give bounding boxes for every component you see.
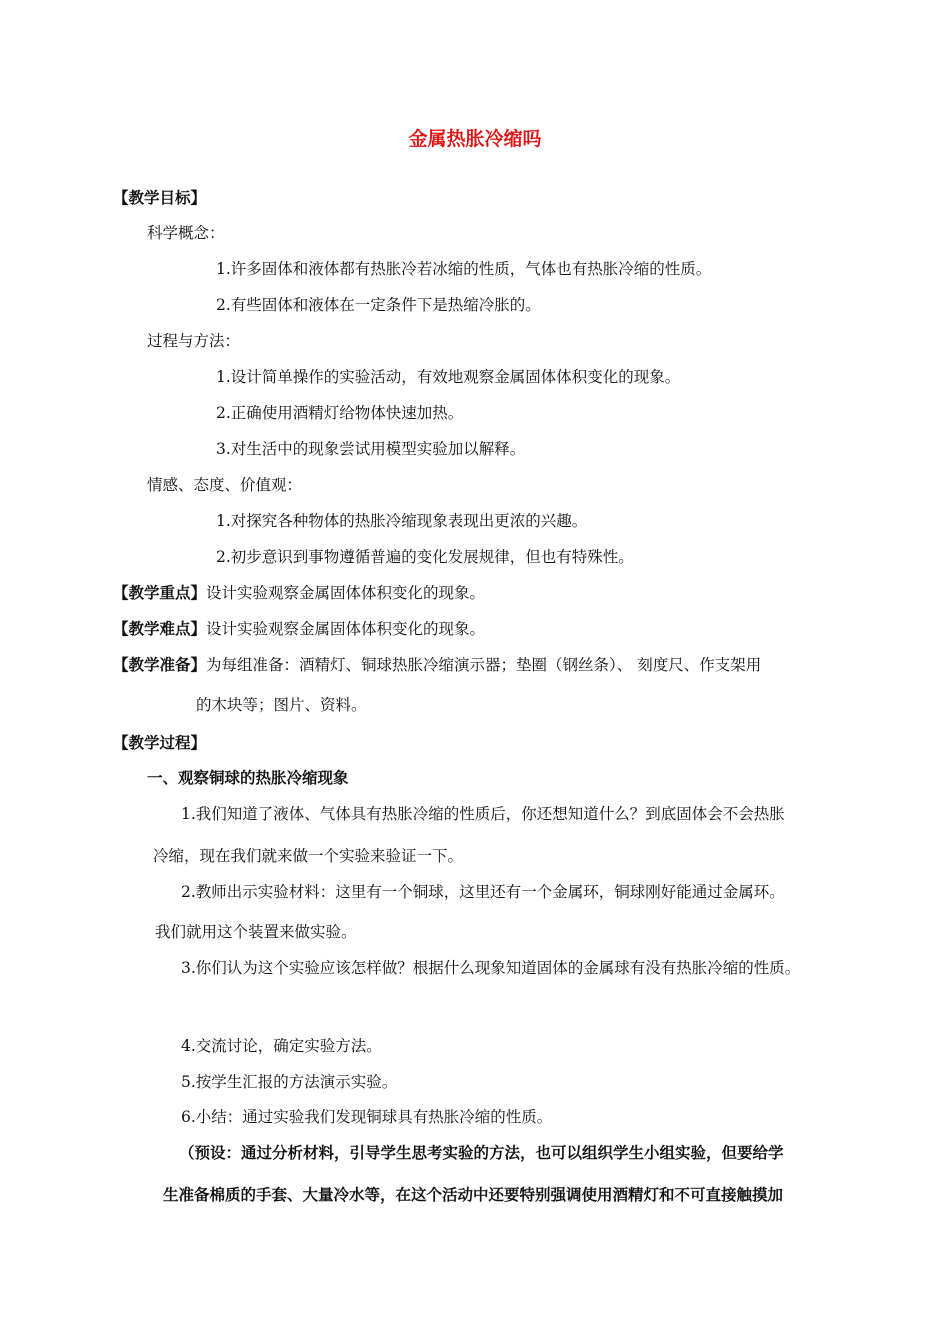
- document-title: 金属热胀冷缩吗: [408, 128, 542, 150]
- attitude-values-label: 情感、态度、价值观：: [147, 476, 303, 494]
- attitude-values-item: 1.对探究各种物体的热胀冷缩现象表现出更浓的兴趣。: [216, 512, 588, 530]
- process-paragraph-line: 6.小结：通过实验我们发现铜球具有热胀冷缩的性质。: [181, 1108, 553, 1126]
- objectives-heading: 【教学目标】: [113, 189, 207, 207]
- process-method-label: 过程与方法：: [147, 332, 241, 350]
- attitude-values-item: 2.初步意识到事物遵循普遍的变化发展规律，但也有特殊性。: [216, 548, 634, 566]
- process-paragraph-line: 5.按学生汇报的方法演示实验。: [181, 1073, 398, 1091]
- difficult-point: [113, 619, 485, 639]
- science-concept-item: 2.有些固体和液体在一定条件下是热缩冷胀的。: [216, 296, 541, 314]
- process-paragraph-line: 2.教师出示实验材料：这里有一个铜球，这里还有一个金属环，铜球刚好能通过金属环。: [181, 883, 785, 901]
- section-title: 一、观察铜球的热胀冷缩现象: [147, 769, 349, 787]
- process-paragraph-line: 3.你们认为这个实验应该怎样做？根据什么现象知道固体的金属球有没有热胀冷缩的性质。: [181, 959, 801, 977]
- process-paragraph-line: 我们就用这个装置来做实验。: [155, 923, 357, 941]
- difficult-point-text: 设计实验观察金属固体体积变化的现象。: [206, 620, 486, 638]
- science-concept-label: 科学概念：: [147, 224, 225, 242]
- process-paragraph-line: 4.交流讨论，确定实验方法。: [181, 1037, 382, 1055]
- science-concept-item: 1.许多固体和液体都有热胀冷若冰缩的性质，气体也有热胀冷缩的性质。: [216, 260, 712, 278]
- process-paragraph-line: 冷缩，现在我们就来做一个实验来验证一下。: [153, 847, 464, 865]
- key-point-text: 设计实验观察金属固体体积变化的现象。: [206, 584, 486, 602]
- preparation-text-continued: 的木块等；图片、资料。: [196, 696, 367, 714]
- process-heading: 【教学过程】: [113, 734, 207, 752]
- preparation-text: 为每组准备：酒精灯、铜球热胀冷缩演示器；垫圈（钢丝条）、 刻度尺、作支架用: [206, 656, 762, 674]
- process-method-item: 2.正确使用酒精灯给物体快速加热。: [216, 404, 464, 422]
- process-paragraph-line: 1.我们知道了液体、气体具有热胀冷缩的性质后，你还想知道什么？到底固体会不会热胀: [181, 805, 785, 823]
- difficult-point-heading: 【教学难点】: [113, 620, 207, 638]
- preparation: [113, 655, 761, 675]
- preset-note-line: （预设：通过分析材料，引导学生思考实验的方法，也可以组织学生小组实验，但要给学: [179, 1144, 784, 1162]
- process-method-item: 1.设计简单操作的实验活动，有效地观察金属固体体积变化的现象。: [216, 368, 681, 386]
- key-point-heading: 【教学重点】: [113, 584, 207, 602]
- key-point: [113, 583, 485, 603]
- preset-note-line: 生准备棉质的手套、大量冷水等，在这个活动中还要特别强调使用酒精灯和不可直接触摸加: [163, 1186, 784, 1204]
- preparation-heading: 【教学准备】: [113, 656, 207, 674]
- process-method-item: 3.对生活中的现象尝试用模型实验加以解释。: [216, 440, 526, 458]
